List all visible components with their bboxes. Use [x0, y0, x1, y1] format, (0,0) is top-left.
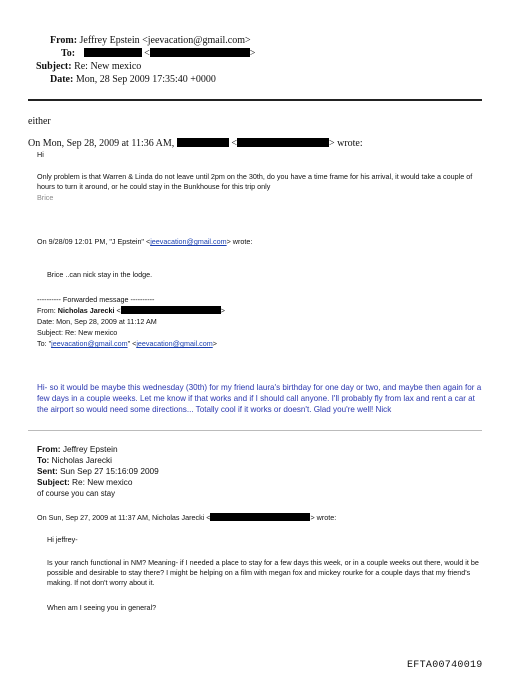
second-to-row	[37, 455, 112, 466]
second-to-value: Nicholas Jarecki	[51, 455, 113, 465]
forwarded-banner: ---------- Forwarded message ----------	[37, 295, 155, 304]
header-subject-value: Re: New mexico	[74, 61, 142, 72]
second-subject-value: Re: New mexico	[72, 477, 133, 487]
second-subject-label: Subject:	[37, 477, 70, 487]
quote3-body: Is your ranch functional in NM? Meaning- if I needed a place to stay for a few days this week, or in a couple weeks out there, would it be possible and desirable to stay there? I might be helping on a film with megan fox and mickey rourke for a couple days that my friend's making. If not don't worry about it.	[47, 558, 479, 587]
forwarded-date: Date: Mon, Sep 28, 2009 at 11:12 AM	[37, 317, 157, 326]
header-subject-row	[36, 61, 141, 72]
quote3-closing: When am I seeing you in general?	[47, 603, 157, 612]
message-divider	[28, 430, 482, 431]
quote1-prefix: On Mon, Sep 28, 2009 at 11:36 AM,	[28, 138, 175, 149]
forwarded-from-name: Nicholas Jarecki	[57, 306, 115, 315]
header-from-label: From:	[50, 35, 78, 46]
second-sent-row	[37, 466, 159, 477]
header-date-row	[50, 74, 216, 85]
quote2-suffix: > wrote:	[226, 237, 253, 246]
quote3-attribution	[37, 513, 336, 523]
redaction-block	[121, 306, 221, 314]
second-to-label: To:	[37, 455, 50, 465]
forwarded-to-suffix: >	[212, 339, 217, 348]
quote1-greeting: Hi	[37, 150, 44, 159]
second-body: of course you can stay	[37, 489, 116, 498]
quote1-lt: <	[231, 138, 237, 149]
quote1-signature: Brice	[37, 193, 54, 202]
second-from-label: From:	[37, 444, 61, 454]
forwarded-gt: >	[220, 306, 225, 315]
forwarded-subject: Subject: Re: New mexico	[37, 328, 118, 337]
redaction-block	[210, 513, 310, 521]
header-from-value: Jeffrey Epstein <jeevacation@gmail.com>	[79, 35, 251, 46]
forwarded-to-prefix: To: "	[37, 339, 52, 348]
forwarded-to-row	[37, 339, 217, 349]
quote3-suffix: > wrote:	[310, 513, 337, 522]
header-to-gt: >	[249, 48, 256, 59]
quote2-prefix: On 9/28/09 12:01 PM, "J Epstein" <	[37, 237, 151, 246]
quote2-attribution	[37, 237, 252, 247]
quote2-email-link[interactable]: jeevacation@gmail.com	[150, 237, 227, 246]
second-sent-value: Sun Sep 27 15:16:09 2009	[60, 466, 159, 476]
forwarded-from-row	[37, 306, 225, 316]
bates-number: EFTA00740019	[407, 660, 483, 671]
header-to-lt: <	[144, 48, 150, 59]
header-to-row	[61, 48, 255, 59]
second-from-value: Jeffrey Epstein	[62, 444, 118, 454]
reply-text: either	[28, 116, 51, 127]
nick-message: Hi- so it would be maybe this wednesday (30th) for my friend laura's birthday for one day or two, and maybe then again for a few days in a couple weeks. Let me know if that works and if I should call anyone. I'll probably fly from lax and rent a car at the airport so would need some directions... Totally cool if it works or doesn't. Glad you're well! Nick	[37, 383, 482, 415]
quote1-suffix: > wrote:	[328, 138, 363, 149]
header-divider	[28, 99, 482, 101]
header-subject-label: Subject:	[36, 61, 72, 72]
redaction-block	[150, 48, 250, 57]
quote1-body: Only problem is that Warren & Linda do not leave until 2pm on the 30th, do you have a time frame for his arrival, it would take a couple of hours to turn it around, or he could stay in the Bunkhouse for this trip only	[37, 172, 473, 191]
second-from-row	[37, 444, 118, 455]
header-date-label: Date:	[50, 74, 74, 85]
header-date-value: Mon, 28 Sep 2009 17:35:40 +0000	[75, 74, 216, 85]
quote3-prefix: On Sun, Sep 27, 2009 at 11:37 AM, Nicholas Jarecki <	[37, 513, 211, 522]
header-to-label: To:	[61, 48, 76, 59]
second-subject-row	[37, 477, 132, 488]
second-sent-label: Sent:	[37, 466, 58, 476]
forwarded-to-email-link[interactable]: jeevacation@gmail.com	[51, 339, 128, 348]
redaction-block	[237, 138, 329, 147]
quote2-body: Brice ..can nick stay in the lodge.	[47, 270, 153, 279]
forwarded-lt: <	[116, 306, 121, 315]
forwarded-to-mid: " <	[127, 339, 137, 348]
redaction-block	[84, 48, 142, 57]
quote3-greeting: Hi jeffrey-	[47, 535, 78, 544]
header-from-row	[50, 35, 251, 46]
forwarded-from-label: From:	[37, 306, 56, 315]
quote1-attribution	[28, 138, 363, 149]
redaction-block	[177, 138, 229, 147]
forwarded-to-email-link-2[interactable]: jeevacation@gmail.com	[136, 339, 213, 348]
